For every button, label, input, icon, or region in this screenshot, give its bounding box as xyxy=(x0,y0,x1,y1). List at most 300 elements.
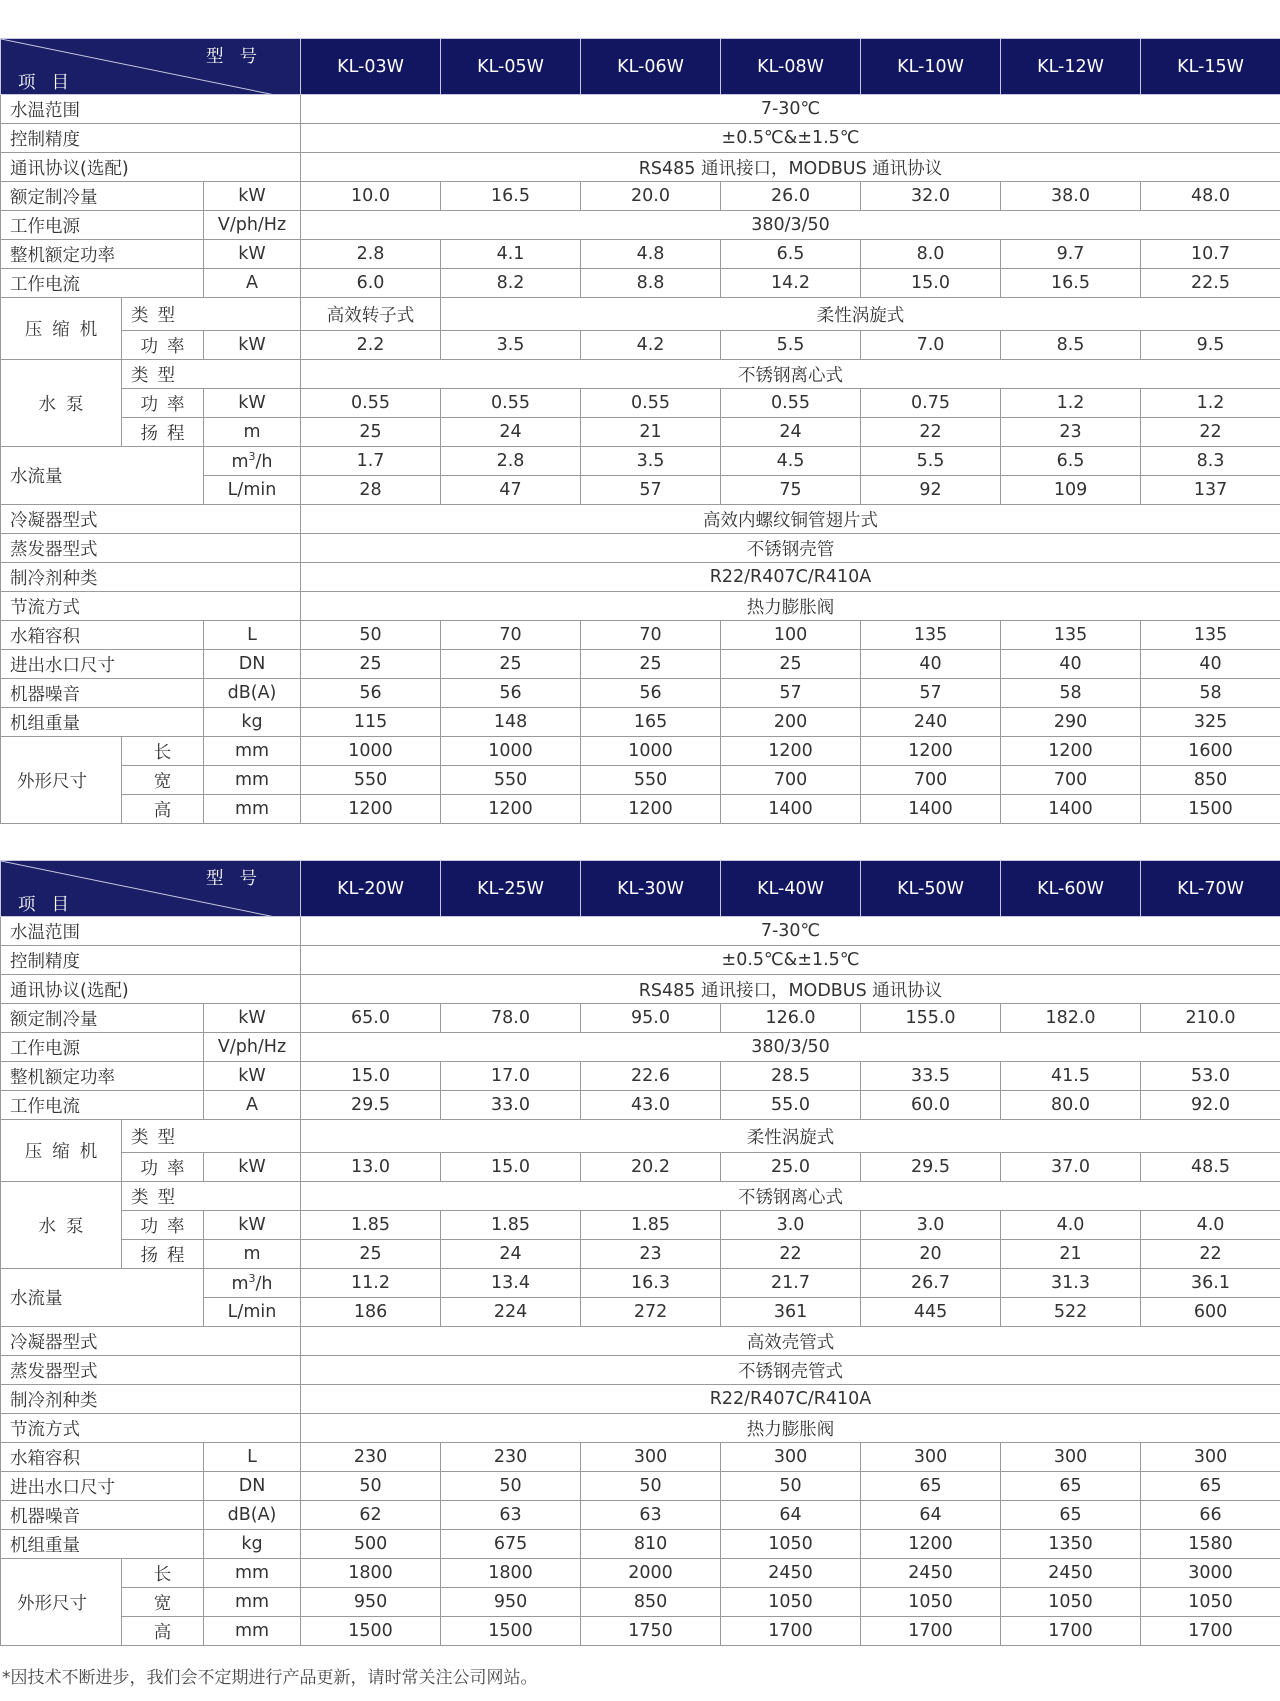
cell-value: 23 xyxy=(1001,418,1141,447)
cell-value: 热力膨胀阀 xyxy=(301,1414,1280,1443)
cell-value: 48.0 xyxy=(1141,182,1280,211)
unit-cell: dB(A) xyxy=(204,1501,301,1530)
cell-value: 62 xyxy=(301,1501,441,1530)
cell-value: 高效壳管式 xyxy=(301,1327,1280,1356)
cell-value: 22 xyxy=(861,418,1001,447)
model-name: KL-15W xyxy=(1141,39,1280,95)
cell-value: 300 xyxy=(1001,1443,1141,1472)
cell-value: 115 xyxy=(301,708,441,737)
unit-cell: dB(A) xyxy=(204,679,301,708)
cell-value: 3.5 xyxy=(441,331,581,360)
table-row xyxy=(1,1472,1280,1501)
cell-value: 24 xyxy=(441,1240,581,1269)
unit-superscript: 3 xyxy=(248,1272,256,1286)
cell-value: 126.0 xyxy=(721,1004,861,1033)
table-row xyxy=(1,795,1280,824)
cell-value: 1200 xyxy=(861,1530,1001,1559)
cell-value: 600 xyxy=(1141,1298,1280,1327)
sub-label: 功率 xyxy=(122,331,204,360)
cell-value: 1050 xyxy=(721,1530,861,1559)
cell-value: 100 xyxy=(721,621,861,650)
cell-value: 57 xyxy=(721,679,861,708)
cell-value: 1000 xyxy=(441,737,581,766)
cell-value: 40 xyxy=(861,650,1001,679)
cell-value: 75 xyxy=(721,476,861,505)
cell-value: 22 xyxy=(1141,418,1280,447)
model-name: KL-05W xyxy=(441,39,581,95)
cell-value: 50 xyxy=(301,1472,441,1501)
cell-value: 70 xyxy=(581,621,721,650)
cell-value: 20.2 xyxy=(581,1153,721,1182)
cell-value: 48.5 xyxy=(1141,1153,1280,1182)
cell-value: 4.8 xyxy=(581,240,721,269)
cell-value: 165 xyxy=(581,708,721,737)
row-label: 进出水口尺寸 xyxy=(1,1472,204,1501)
cell-value: 182.0 xyxy=(1001,1004,1141,1033)
unit-cell: V/ph/Hz xyxy=(204,1033,301,1062)
cell-value: 56 xyxy=(581,679,721,708)
cell-value: 7-30℃ xyxy=(301,95,1280,124)
cell-value: 16.3 xyxy=(581,1269,721,1298)
cell-value: 24 xyxy=(441,418,581,447)
table-row xyxy=(1,447,1280,476)
cell-value: 2450 xyxy=(861,1559,1001,1588)
cell-value: 1050 xyxy=(1001,1588,1141,1617)
cell-value: 8.0 xyxy=(861,240,1001,269)
header-row xyxy=(1,39,1280,95)
cell-value: 186 xyxy=(301,1298,441,1327)
cell-value: 95.0 xyxy=(581,1004,721,1033)
cell-value: 1000 xyxy=(301,737,441,766)
cell-value: 15.0 xyxy=(441,1153,581,1182)
row-label: 水流量 xyxy=(1,1269,204,1327)
row-label: 蒸发器型式 xyxy=(1,1356,301,1385)
cell-value: 700 xyxy=(1001,766,1141,795)
cell-value: 7-30℃ xyxy=(301,917,1280,946)
row-label: 水流量 xyxy=(1,447,204,505)
cell-value: 8.2 xyxy=(441,269,581,298)
table-row xyxy=(1,418,1280,447)
cell-value: 1050 xyxy=(721,1588,861,1617)
row-label: 通讯协议(选配) xyxy=(1,975,301,1004)
cell-value: 3.0 xyxy=(861,1211,1001,1240)
cell-value: 25 xyxy=(581,650,721,679)
cell-value: 9.5 xyxy=(1141,331,1280,360)
cell-value: 55.0 xyxy=(721,1091,861,1120)
unit-cell: kW xyxy=(204,1062,301,1091)
cell-value: 325 xyxy=(1141,708,1280,737)
cell-value: 1800 xyxy=(441,1559,581,1588)
unit-text: m xyxy=(231,1273,249,1294)
cell-value: 1.7 xyxy=(301,447,441,476)
cell-value: 4.0 xyxy=(1001,1211,1141,1240)
table-row xyxy=(1,1559,1280,1588)
cell-value: 92 xyxy=(861,476,1001,505)
cell-value: 66 xyxy=(1141,1501,1280,1530)
cell-value: 137 xyxy=(1141,476,1280,505)
unit-superscript: 3 xyxy=(248,450,256,464)
cell-value: 92.0 xyxy=(1141,1091,1280,1120)
sub-label: 长 xyxy=(122,737,204,766)
cell-value: 1200 xyxy=(1001,737,1141,766)
unit-cell: kW xyxy=(204,240,301,269)
row-label: 控制精度 xyxy=(1,946,301,975)
cell-value: 5.5 xyxy=(721,331,861,360)
cell-value: 47 xyxy=(441,476,581,505)
cell-value: 6.0 xyxy=(301,269,441,298)
row-label: 节流方式 xyxy=(1,592,301,621)
table-row xyxy=(1,505,1280,534)
model-name: KL-20W xyxy=(301,861,441,917)
cell-value: 550 xyxy=(301,766,441,795)
sub-label: 长 xyxy=(122,1559,204,1588)
table-row xyxy=(1,95,1280,124)
cell-value: 1000 xyxy=(581,737,721,766)
cell-value: 高效转子式 xyxy=(301,298,441,331)
cell-value: RS485 通讯接口，MODBUS 通讯协议 xyxy=(301,975,1280,1004)
cell-value: 300 xyxy=(721,1443,861,1472)
cell-value: 109 xyxy=(1001,476,1141,505)
group-label: 水泵 xyxy=(1,360,122,447)
cell-value: 850 xyxy=(1141,766,1280,795)
cell-value: 1050 xyxy=(1141,1588,1280,1617)
row-label: 机器噪音 xyxy=(1,1501,204,1530)
cell-value: 445 xyxy=(861,1298,1001,1327)
table-row xyxy=(1,1120,1280,1153)
cell-value: 柔性涡旋式 xyxy=(301,1120,1280,1153)
table-row xyxy=(1,1091,1280,1120)
cell-value: 1800 xyxy=(301,1559,441,1588)
table-row xyxy=(1,1356,1280,1385)
cell-value: 3.0 xyxy=(721,1211,861,1240)
group-label: 外形尺寸 xyxy=(1,1559,122,1646)
cell-value: 1600 xyxy=(1141,737,1280,766)
cell-value: 65 xyxy=(861,1472,1001,1501)
cell-value: 60.0 xyxy=(861,1091,1001,1120)
model-name: KL-30W xyxy=(581,861,721,917)
sub-label: 功率 xyxy=(122,1211,204,1240)
row-label: 节流方式 xyxy=(1,1414,301,1443)
unit-cell: A xyxy=(204,269,301,298)
table-row xyxy=(1,124,1280,153)
cell-value: 1200 xyxy=(441,795,581,824)
table-row xyxy=(1,1385,1280,1414)
cell-value: 22 xyxy=(1141,1240,1280,1269)
table-row xyxy=(1,182,1280,211)
table-row xyxy=(1,1588,1280,1617)
cell-value: 5.5 xyxy=(861,447,1001,476)
row-label: 工作电源 xyxy=(1,1033,204,1062)
cell-value: 230 xyxy=(441,1443,581,1472)
cell-value: 10.0 xyxy=(301,182,441,211)
cell-value: 11.2 xyxy=(301,1269,441,1298)
cell-value: 25 xyxy=(301,1240,441,1269)
row-label: 制冷剂种类 xyxy=(1,1385,301,1414)
table-row xyxy=(1,1033,1280,1062)
cell-value: 不锈钢离心式 xyxy=(301,360,1280,389)
row-label: 额定制冷量 xyxy=(1,182,204,211)
cell-value: 65 xyxy=(1001,1501,1141,1530)
table-row xyxy=(1,708,1280,737)
table-row xyxy=(1,211,1280,240)
item-label: 项目 xyxy=(18,73,85,93)
header-corner xyxy=(1,861,301,917)
model-name: KL-60W xyxy=(1001,861,1141,917)
table-row xyxy=(1,1443,1280,1472)
unit-cell: DN xyxy=(204,1472,301,1501)
table-row xyxy=(1,1269,1280,1298)
unit-cell: kg xyxy=(204,708,301,737)
cell-value: 2.8 xyxy=(441,447,581,476)
cell-value: 500 xyxy=(301,1530,441,1559)
cell-value: 65.0 xyxy=(301,1004,441,1033)
cell-value: 0.55 xyxy=(721,389,861,418)
table-row xyxy=(1,1240,1280,1269)
row-label: 水箱容积 xyxy=(1,1443,204,1472)
model-name: KL-25W xyxy=(441,861,581,917)
model-name: KL-70W xyxy=(1141,861,1280,917)
model-name: KL-03W xyxy=(301,39,441,95)
table-row xyxy=(1,621,1280,650)
cell-value: 8.3 xyxy=(1141,447,1280,476)
cell-value: ±0.5℃&±1.5℃ xyxy=(301,124,1280,153)
table-row xyxy=(1,1062,1280,1091)
cell-value: 37.0 xyxy=(1001,1153,1141,1182)
cell-value: 290 xyxy=(1001,708,1141,737)
row-label: 机组重量 xyxy=(1,1530,204,1559)
cell-value: 1.85 xyxy=(301,1211,441,1240)
unit-cell: kW xyxy=(204,389,301,418)
cell-value: 2450 xyxy=(721,1559,861,1588)
unit-cell: V/ph/Hz xyxy=(204,211,301,240)
cell-value: 700 xyxy=(721,766,861,795)
spec-table-2 xyxy=(0,860,1280,1646)
cell-value: 26.0 xyxy=(721,182,861,211)
cell-value: 65 xyxy=(1141,1472,1280,1501)
unit-text: m xyxy=(231,451,249,472)
cell-value: 25 xyxy=(301,418,441,447)
cell-value: 25 xyxy=(721,650,861,679)
cell-value: 550 xyxy=(581,766,721,795)
cell-value: 380/3/50 xyxy=(301,1033,1280,1062)
cell-value: 25 xyxy=(301,650,441,679)
row-label: 水温范围 xyxy=(1,95,301,124)
table-row xyxy=(1,153,1280,182)
cell-value: 2000 xyxy=(581,1559,721,1588)
row-label: 冷凝器型式 xyxy=(1,505,301,534)
row-label: 通讯协议(选配) xyxy=(1,153,301,182)
row-label: 机组重量 xyxy=(1,708,204,737)
cell-value: 38.0 xyxy=(1001,182,1141,211)
cell-value: 210.0 xyxy=(1141,1004,1280,1033)
cell-value: 240 xyxy=(861,708,1001,737)
cell-value: 4.0 xyxy=(1141,1211,1280,1240)
cell-value: 1.2 xyxy=(1001,389,1141,418)
cell-value: 675 xyxy=(441,1530,581,1559)
header-row xyxy=(1,861,1280,917)
cell-value: 230 xyxy=(301,1443,441,1472)
cell-value: 21 xyxy=(581,418,721,447)
cell-value: 24 xyxy=(721,418,861,447)
cell-value: 850 xyxy=(581,1588,721,1617)
cell-value: 13.0 xyxy=(301,1153,441,1182)
cell-value: 1200 xyxy=(861,737,1001,766)
cell-value: 32.0 xyxy=(861,182,1001,211)
model-name: KL-06W xyxy=(581,39,721,95)
cell-value: 15.0 xyxy=(861,269,1001,298)
unit-cell: L/min xyxy=(204,1298,301,1327)
cell-value: 1400 xyxy=(861,795,1001,824)
cell-value: 36.1 xyxy=(1141,1269,1280,1298)
table-row xyxy=(1,1327,1280,1356)
model-name: KL-40W xyxy=(721,861,861,917)
table-row xyxy=(1,1530,1280,1559)
cell-value: 50 xyxy=(441,1472,581,1501)
unit-cell: DN xyxy=(204,650,301,679)
cell-value: 135 xyxy=(861,621,1001,650)
cell-value: RS485 通讯接口，MODBUS 通讯协议 xyxy=(301,153,1280,182)
cell-value: 63 xyxy=(581,1501,721,1530)
cell-value: 16.5 xyxy=(441,182,581,211)
cell-value: 4.2 xyxy=(581,331,721,360)
cell-value: 65 xyxy=(1001,1472,1141,1501)
cell-value: 8.5 xyxy=(1001,331,1141,360)
model-label: 型号 xyxy=(206,47,273,67)
cell-value: R22/R407C/R410A xyxy=(301,563,1280,592)
unit-cell: mm xyxy=(204,1559,301,1588)
group-label: 压缩机 xyxy=(1,1120,122,1182)
row-label: 水箱容积 xyxy=(1,621,204,650)
item-label: 项目 xyxy=(18,895,85,915)
cell-value: 柔性涡旋式 xyxy=(441,298,1280,331)
cell-value: 1200 xyxy=(301,795,441,824)
cell-value: 70 xyxy=(441,621,581,650)
unit-text: /h xyxy=(255,1273,273,1294)
table-row xyxy=(1,650,1280,679)
cell-value: 1700 xyxy=(1001,1617,1141,1646)
model-label: 型号 xyxy=(206,869,273,889)
group-label: 外形尺寸 xyxy=(1,737,122,824)
unit-cell: kW xyxy=(204,331,301,360)
cell-value: 7.0 xyxy=(861,331,1001,360)
cell-value: 1200 xyxy=(581,795,721,824)
unit-cell: kW xyxy=(204,182,301,211)
cell-value: 29.5 xyxy=(301,1091,441,1120)
unit-cell: mm xyxy=(204,1588,301,1617)
unit-cell: kW xyxy=(204,1211,301,1240)
cell-value: 0.55 xyxy=(441,389,581,418)
cell-value: 135 xyxy=(1141,621,1280,650)
model-name: KL-12W xyxy=(1001,39,1141,95)
cell-value: 57 xyxy=(861,679,1001,708)
cell-value: 300 xyxy=(581,1443,721,1472)
cell-value: 6.5 xyxy=(1001,447,1141,476)
spec-table-1 xyxy=(0,38,1280,824)
sub-label: 类型 xyxy=(122,298,301,331)
table-row xyxy=(1,1153,1280,1182)
cell-value: 4.5 xyxy=(721,447,861,476)
unit-cell: kW xyxy=(204,1004,301,1033)
cell-value: 14.2 xyxy=(721,269,861,298)
cell-value: 13.4 xyxy=(441,1269,581,1298)
cell-value: 15.0 xyxy=(301,1062,441,1091)
sub-label: 高 xyxy=(122,795,204,824)
table-row xyxy=(1,946,1280,975)
cell-value: 361 xyxy=(721,1298,861,1327)
group-label: 水泵 xyxy=(1,1182,122,1269)
sub-label: 类型 xyxy=(122,1120,301,1153)
model-name: KL-10W xyxy=(861,39,1001,95)
table-row xyxy=(1,389,1280,418)
row-label: 冷凝器型式 xyxy=(1,1327,301,1356)
table-row xyxy=(1,1182,1280,1211)
sub-label: 功率 xyxy=(122,389,204,418)
cell-value: 58 xyxy=(1141,679,1280,708)
unit-cell xyxy=(204,447,301,476)
cell-value: 155.0 xyxy=(861,1004,1001,1033)
cell-value: 78.0 xyxy=(441,1004,581,1033)
cell-value: 20.0 xyxy=(581,182,721,211)
cell-value: 950 xyxy=(441,1588,581,1617)
table-row xyxy=(1,360,1280,389)
cell-value: 33.0 xyxy=(441,1091,581,1120)
unit-cell: mm xyxy=(204,1617,301,1646)
row-label: 控制精度 xyxy=(1,124,301,153)
cell-value: 58 xyxy=(1001,679,1141,708)
unit-cell: m xyxy=(204,418,301,447)
cell-value: 1.85 xyxy=(441,1211,581,1240)
cell-value: 2.8 xyxy=(301,240,441,269)
table-row xyxy=(1,592,1280,621)
unit-cell: mm xyxy=(204,737,301,766)
cell-value: ±0.5℃&±1.5℃ xyxy=(301,946,1280,975)
cell-value: 53.0 xyxy=(1141,1062,1280,1091)
cell-value: 1050 xyxy=(861,1588,1001,1617)
table-row xyxy=(1,1414,1280,1443)
cell-value: 25.0 xyxy=(721,1153,861,1182)
cell-value: 64 xyxy=(861,1501,1001,1530)
table-row xyxy=(1,679,1280,708)
cell-value: 64 xyxy=(721,1501,861,1530)
unit-cell: L xyxy=(204,1443,301,1472)
table-row xyxy=(1,534,1280,563)
model-name: KL-08W xyxy=(721,39,861,95)
sub-label: 宽 xyxy=(122,766,204,795)
cell-value: 10.7 xyxy=(1141,240,1280,269)
cell-value: 700 xyxy=(861,766,1001,795)
cell-value: 高效内螺纹铜管翅片式 xyxy=(301,505,1280,534)
unit-cell: A xyxy=(204,1091,301,1120)
cell-value: 8.8 xyxy=(581,269,721,298)
cell-value: 57 xyxy=(581,476,721,505)
row-label: 工作电流 xyxy=(1,269,204,298)
cell-value: 300 xyxy=(861,1443,1001,1472)
unit-cell: kW xyxy=(204,1153,301,1182)
cell-value: 4.1 xyxy=(441,240,581,269)
table-row xyxy=(1,1617,1280,1646)
cell-value: 20 xyxy=(861,1240,1001,1269)
cell-value: 28.5 xyxy=(721,1062,861,1091)
cell-value: 272 xyxy=(581,1298,721,1327)
unit-cell: mm xyxy=(204,795,301,824)
row-label: 机器噪音 xyxy=(1,679,204,708)
row-label: 水温范围 xyxy=(1,917,301,946)
cell-value: 9.7 xyxy=(1001,240,1141,269)
unit-text: /h xyxy=(255,451,273,472)
cell-value: 28 xyxy=(301,476,441,505)
cell-value: 不锈钢壳管式 xyxy=(301,1356,1280,1385)
row-label: 额定制冷量 xyxy=(1,1004,204,1033)
